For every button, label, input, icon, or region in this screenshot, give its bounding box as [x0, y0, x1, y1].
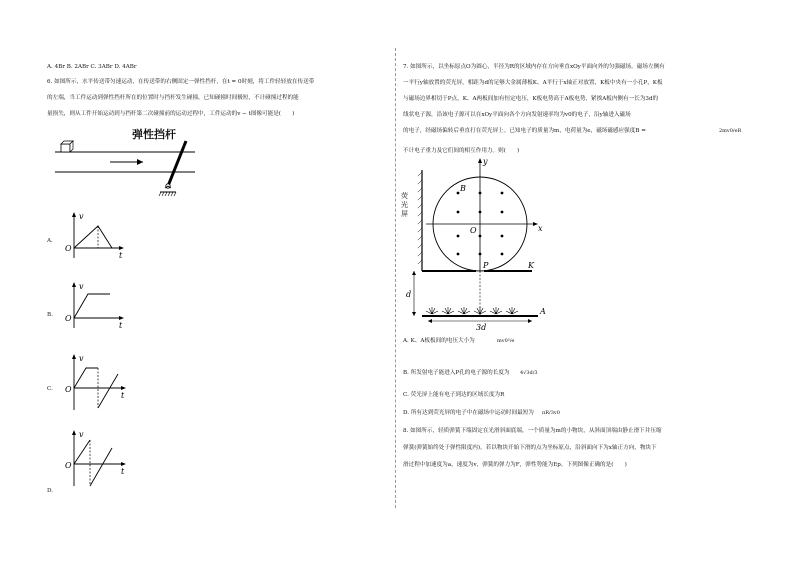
axis-t-label: t: [119, 251, 123, 260]
origin-label: O: [65, 385, 72, 394]
option-d-label: D.: [47, 488, 54, 494]
vt-graph-a: [62, 210, 142, 270]
screen-label: 荧光屏: [401, 192, 408, 218]
axis-t-label: t: [121, 391, 125, 400]
label-3d: 3d: [476, 323, 487, 332]
q7-stem-line-3: 与磁场边界相切于P点，K、A两板间加有恒定电压，K板电势高于A板电势，紧挨A板内侧有一长为3d的: [403, 96, 659, 102]
q7-option-a: A. K、A板板间的电压大小为: [403, 338, 475, 344]
axis-v-label: v: [79, 354, 84, 363]
option-c-label: C.: [47, 386, 53, 392]
label-p: P: [483, 261, 489, 270]
q8-stem-line-3: 滑过程中加速度为a，速度为v，弹簧的弹力为F，弹性势能为Ep。下列图像正确的是( ): [403, 462, 627, 468]
q7-stem-line-5: 的电子，经磁场偏转后垂直打在荧光屏上。已知电子的质量为m，电荷量为e，磁场磁感应强度B =: [403, 128, 646, 134]
q7-stem-line-1: 7. 如图所示，以坐标原点O为圆心，半径为R的区域内存在方向垂直xOy平面向外的匀强磁场。磁场左侧有: [403, 64, 665, 70]
q6-stem-line-3: 量损失，则从工件开始运动到与挡杆第二次碰撞前的运动过程中，工件运动的v − t图像可能是( ): [47, 111, 295, 117]
q7-stem-line-4: 线状电子源，沿该电子源可以在xOy平面向各个方向发射速率均为v0的电子，沿y轴进入磁场: [403, 112, 631, 118]
barrier-label: 弹性挡杆: [132, 128, 176, 141]
axis-v-label: v: [79, 212, 84, 221]
q6-stem-line-1: 6. 如图所示，水平传送带匀速运动，在传送带的右侧固定一弹性挡杆，在t = 0时刻，将工件轻轻放在传送带: [47, 79, 315, 85]
magnetic-field-figure: [400, 156, 560, 332]
label-x: x: [538, 224, 543, 233]
origin-label: O: [65, 314, 72, 323]
q7-stem-line-6: 不计电子重力及它们间的相互作用力。则( ): [403, 148, 520, 154]
q8-stem-line-1: 8. 如图所示，轻质弹簧下端固定在光滑斜面底端，一个质量为m的小物块，从斜面顶端由静止滑下并压缩: [403, 428, 662, 434]
label-d: d: [406, 290, 412, 299]
q5-options: A. 4Br B. 2ABr C. 3ABr D. 4ABr: [47, 64, 137, 70]
conveyor-figure: [55, 128, 205, 208]
q7-b-value: 2mv0/eR: [719, 128, 742, 134]
q6-stem-line-2: 的左端，当工件运动到弹性挡杆所在的位置时与挡杆发生碰撞，已知碰撞时间极短，不计碰撞过程的能: [47, 95, 299, 101]
axis-t-label: t: [119, 321, 123, 330]
q7-option-b-fraction: 4√3d/3: [520, 370, 538, 376]
label-b: B: [460, 184, 466, 193]
q7-option-b: B. 所发射电子能进入P孔的电子源的长度为: [403, 370, 510, 376]
origin-label: O: [65, 244, 72, 253]
vt-graph-b: [62, 280, 142, 340]
q7-option-d-fraction: πR/3v0: [542, 410, 560, 416]
option-b-label: B.: [47, 312, 53, 318]
q8-stem-line-2: 弹簧(弹簧始终处于弹性限度内)。若以物块开始下滑的点为坐标原点，沿斜面向下为x轴正方向，物块下: [403, 445, 657, 451]
vt-graph-d: [62, 428, 142, 490]
origin-label: O: [65, 461, 72, 470]
option-a-label: A.: [47, 238, 53, 244]
column-divider: [395, 48, 396, 508]
q7-stem-line-2: 一平行y轴放置的荧光屏，相距为d的足够大金属薄板K、A平行于x轴正对放置，K板中央有一小孔P，K板: [403, 80, 663, 86]
workpiece: [61, 144, 70, 152]
q7-option-c: C. 荧光屏上能有电子到达的区域长度为R: [403, 392, 505, 398]
label-k: K: [528, 261, 534, 270]
label-y: y: [483, 157, 488, 166]
label-a: A: [540, 307, 546, 316]
axis-v-label: v: [79, 282, 84, 291]
axis-t-label: t: [121, 467, 125, 476]
label-o: O: [470, 226, 477, 235]
q7-option-d: D. 所有达到荧光屏的电子中在磁场中运动时间最短为: [403, 410, 534, 416]
axis-v-label: v: [79, 430, 84, 439]
vt-graph-c: [62, 352, 142, 414]
q7-option-a-fraction: mv0²/e: [497, 338, 515, 344]
